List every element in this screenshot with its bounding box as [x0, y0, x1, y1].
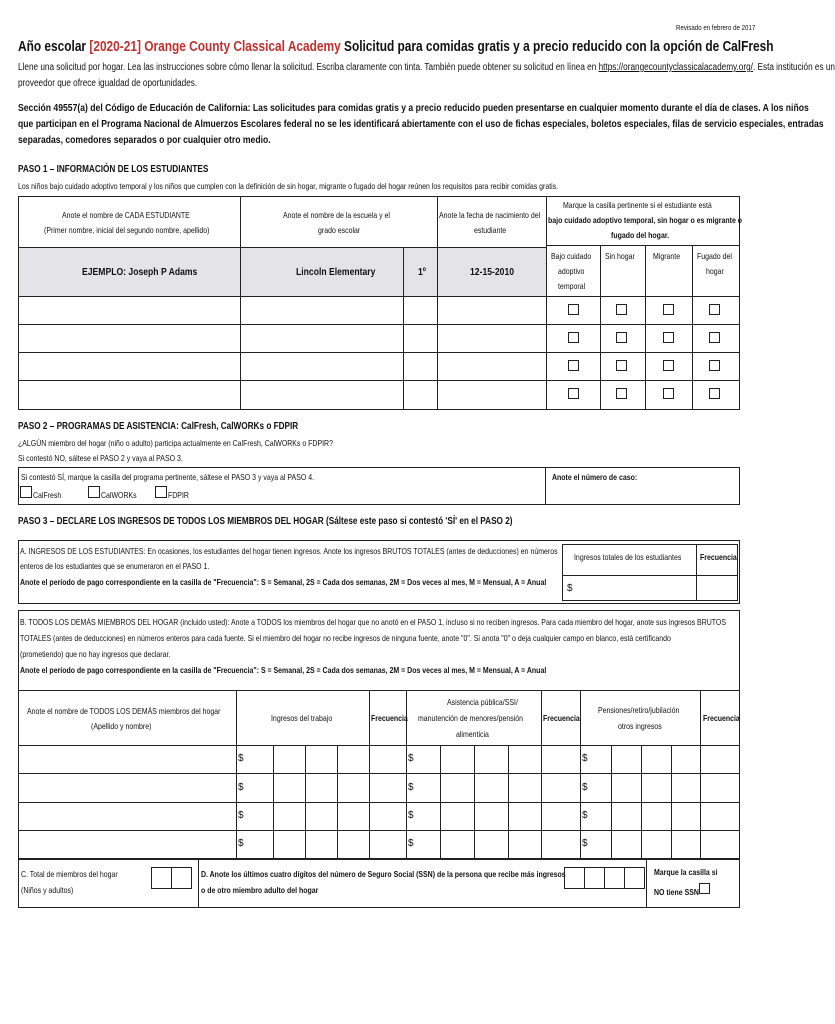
- migrant-checkbox[interactable]: [663, 388, 674, 399]
- section-line2: que participan en el Programa Nacional de Almuerzos Escolares federal no se les identificará abiertamente con el uso de fichas especiales, boletos especiales, filas de servicio especiales, entradas: [18, 118, 824, 130]
- col-pension: Pensiones/retiro/jubilación: [598, 705, 680, 715]
- sub-homeless: Sin hogar: [605, 251, 635, 261]
- runaway-checkbox[interactable]: [709, 332, 720, 343]
- sub-runaway-2: hogar: [706, 266, 724, 276]
- section-line3: separadas, comedores separados o por cualquier otro medio.: [18, 134, 271, 146]
- dollar-sign: $: [408, 838, 414, 849]
- section-b-line2: TOTALES (antes de deducciones) en números enteros para cada fuente. Si el miembro del hogar no recibe ingresos de ninguna fuente, anote "0". Si anota "0" o deja cualquier campo en blanco, está certificando: [20, 633, 671, 643]
- col-pension-frequency: Frecuencia: [703, 713, 740, 723]
- ssn-digit[interactable]: [604, 867, 625, 889]
- dollar-sign: $: [238, 838, 244, 849]
- calfresh-checkbox[interactable]: [20, 486, 32, 498]
- title-suffix: Solicitud para comidas gratis y a precio reducido con la opción de CalFresh: [340, 39, 774, 55]
- example-dob: 12-15-2010: [470, 266, 515, 278]
- revision-date: Revisado en febrero de 2017: [676, 23, 756, 32]
- dollar-sign: $: [582, 838, 588, 849]
- step2-question: ¿ALGÚN miembro del hogar (niño o adulto) participa actualmente en CalFresh, CalWORKs o FDPIR?: [18, 438, 333, 448]
- col-member-name: Anote el nombre de TODOS LOS DEMÁS miembros del hogar: [27, 706, 221, 716]
- dollar-sign: $: [582, 753, 588, 764]
- col-assistance-2: manutención de menores/pensión: [418, 713, 524, 723]
- col-dob: Anote la fecha de nacimiento del: [439, 210, 541, 220]
- col-status: Marque la casilla pertinente si el estudiante está: [563, 200, 712, 210]
- col-school: Anote el nombre de la escuela y el: [283, 210, 390, 220]
- student-frequency-label: Frecuencia: [700, 552, 737, 562]
- intro-link[interactable]: https://orangecountyclassicalacademy.org/: [598, 62, 753, 73]
- col-assistance-3: alimenticia: [456, 729, 489, 739]
- school-name: [2020-21] Orange County Classical Academy: [89, 39, 341, 55]
- sub-foster: Bajo cuidado: [551, 251, 592, 261]
- step1-heading: PASO 1 – INFORMACIÓN DE LOS ESTUDIANTES: [18, 164, 209, 175]
- homeless-checkbox[interactable]: [616, 360, 627, 371]
- dollar-sign: $: [582, 782, 588, 793]
- example-grade: 1º: [418, 266, 426, 278]
- col-dob-2: estudiante: [474, 225, 507, 235]
- step2-no: Si contestó NO, sáltese el PASO 2 y vaya al PASO 3.: [18, 453, 183, 463]
- no-ssn-checkbox[interactable]: [699, 883, 710, 894]
- intro-text: Llene una solicitud por hogar. Lea las instrucciones sobre cómo llenar la solicitud. Escriba claramente con tinta. También puede obtener su solicitud en línea en: [18, 62, 599, 73]
- dollar-sign: $: [408, 753, 414, 764]
- col-member-name-hint: (Apellido y nombre): [91, 721, 152, 731]
- example-school: Lincoln Elementary: [296, 266, 376, 278]
- dollar-sign: $: [238, 753, 244, 764]
- sub-runaway: Fugado del: [697, 251, 732, 261]
- homeless-checkbox[interactable]: [616, 388, 627, 399]
- col-status-3: fugado del hogar.: [611, 230, 670, 240]
- col-status-2: bajo cuidado adoptivo temporal, sin hogar o es migrante o: [548, 215, 743, 225]
- calfresh-label: CalFresh: [33, 490, 62, 500]
- migrant-checkbox[interactable]: [663, 304, 674, 315]
- col-student-name-hint: (Primer nombre, inicial del segundo nombre, apellido): [44, 225, 210, 235]
- step3-heading: PASO 3 – DECLARE LOS INGRESOS DE TODOS LOS MIEMBROS DEL HOGAR (Sáltese este paso si contestó 'SÍ' en el PASO 2): [18, 516, 513, 527]
- runaway-checkbox[interactable]: [709, 388, 720, 399]
- migrant-checkbox[interactable]: [663, 360, 674, 371]
- section-b-line3: (prometiendo) que no hay ingresos que declarar.: [20, 649, 171, 659]
- step1-subtitle: Los niños bajo cuidado adoptivo temporal y los niños que cumplen con la definición de sin hogar, migrante o fugado del hogar reúnen los requisitos para recibir comidas gratis.: [18, 181, 559, 191]
- migrant-checkbox[interactable]: [663, 332, 674, 343]
- col-student-name: Anote el nombre de CADA ESTUDIANTE: [62, 210, 190, 220]
- section-a-line2: enteros de los estudiantes que se enumeraron en el PASO 1.: [20, 561, 210, 571]
- dollar-sign: $: [238, 810, 244, 821]
- student-income-label: Ingresos totales de los estudiantes: [574, 552, 682, 562]
- total-members-digit[interactable]: [151, 867, 172, 889]
- case-number-label: Anote el número de caso:: [552, 472, 638, 482]
- dollar-sign: $: [408, 782, 414, 793]
- step2-yes: Si contestó SÍ, marque la casilla del programa pertinente, sáltese el PASO 3 y vaya al PASO 4.: [21, 472, 315, 482]
- total-members-label: C. Total de miembros del hogar: [21, 869, 118, 879]
- ssn-digit[interactable]: [624, 867, 645, 889]
- foster-checkbox[interactable]: [568, 332, 579, 343]
- intro-line1: [18, 60, 835, 76]
- ssn-label-2: o de otro miembro adulto del hogar: [201, 885, 319, 895]
- example-name: EJEMPLO: Joseph P Adams: [82, 266, 198, 278]
- foster-checkbox[interactable]: [568, 388, 579, 399]
- dollar-sign: $: [582, 810, 588, 821]
- col-work-income: Ingresos del trabajo: [271, 713, 333, 723]
- section-b-line4: Anote el período de pago correspondiente en la casilla de "Frecuencia": S = Semanal, 2S = Cada dos semanas, 2M = Dos veces al mes, M = Mensual, A = Anual: [20, 665, 547, 675]
- total-members-digit[interactable]: [171, 867, 192, 889]
- total-members-hint: (Niños y adultos): [21, 885, 74, 895]
- sub-foster-3: temporal: [558, 281, 586, 291]
- calworks-label: CalWORKs: [101, 490, 137, 500]
- intro-line2: proveedor que ofrece igualdad de oportunidades.: [18, 78, 198, 89]
- runaway-checkbox[interactable]: [709, 304, 720, 315]
- dollar-sign: $: [408, 810, 414, 821]
- step2-heading: PASO 2 – PROGRAMAS DE ASISTENCIA: CalFresh, CalWORKs o FDPIR: [18, 421, 299, 432]
- intro-text-end: . Esta institución es un: [752, 62, 835, 73]
- col-assistance-frequency: Frecuencia: [543, 713, 580, 723]
- page-title: [18, 38, 773, 56]
- ssn-digit[interactable]: [584, 867, 605, 889]
- no-ssn-label: Marque la casilla si: [654, 867, 718, 877]
- homeless-checkbox[interactable]: [616, 304, 627, 315]
- runaway-checkbox[interactable]: [709, 360, 720, 371]
- section-line1: Sección 49557(a) del Código de Educación de California: Las solicitudes para comidas gratis y a precio reducido pueden presentarse en cualquier momento durante el día de clases. A los niños: [18, 102, 809, 114]
- ssn-label: D. Anote los últimos cuatro dígitos del número de Seguro Social (SSN) de la persona que recibe más ingresos: [201, 869, 566, 879]
- sub-foster-2: adoptivo: [558, 266, 585, 276]
- col-grade: grado escolar: [318, 225, 361, 235]
- dollar-sign: $: [567, 583, 573, 594]
- homeless-checkbox[interactable]: [616, 332, 627, 343]
- no-ssn-text: NO tiene SSN: [654, 887, 699, 897]
- fdpir-label: FDPIR: [168, 490, 189, 500]
- col-work-frequency: Frecuencia: [371, 713, 408, 723]
- section-b-line1: B. TODOS LOS DEMÁS MIEMBROS DEL HOGAR (incluido usted): Anote a TODOS los miembros del hogar que no anotó en el PASO 1, incluso si no reciben ingresos. Para cada miembro del hogar, anote sus ingresos BRUTOS: [20, 617, 726, 627]
- dollar-sign: $: [238, 782, 244, 793]
- col-pension-2: otros ingresos: [618, 721, 662, 731]
- foster-checkbox[interactable]: [568, 304, 579, 315]
- foster-checkbox[interactable]: [568, 360, 579, 371]
- col-assistance: Asistencia pública/SSI/: [447, 697, 518, 707]
- title-prefix: Año escolar: [18, 39, 90, 55]
- section-a-line3: Anote el período de pago correspondiente en la casilla de "Frecuencia": S = Semanal, 2S = Cada dos semanas, 2M = Dos veces al mes, M = Mensual, A = Anual: [20, 577, 547, 587]
- calworks-checkbox[interactable]: [88, 486, 100, 498]
- ssn-digit[interactable]: [564, 867, 585, 889]
- section-a-line1: A. INGRESOS DE LOS ESTUDIANTES: En ocasiones, los estudiantes del hogar tienen ingresos. Anote los ingresos BRUTOS TOTALES (antes de deducciones) en números: [20, 546, 558, 556]
- fdpir-checkbox[interactable]: [155, 486, 167, 498]
- sub-migrant: Migrante: [653, 251, 681, 261]
